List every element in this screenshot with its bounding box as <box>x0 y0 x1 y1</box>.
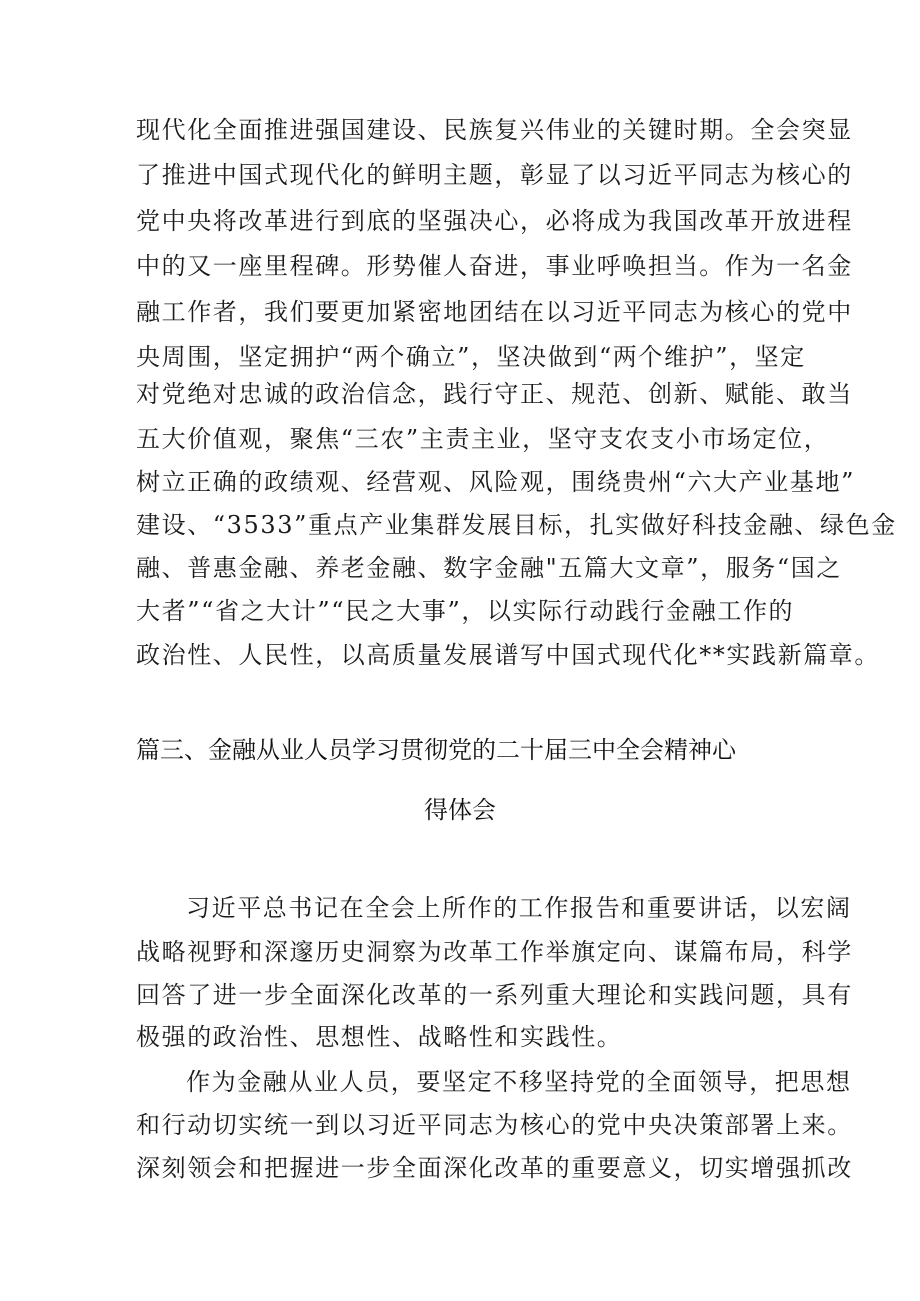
section-title-line-1: 篇三、金融从业人员学习贯彻党的二十届三中全会精神心 <box>136 736 736 764</box>
text-line: 大者”“省之大计”“民之大事”，以实际行动践行金融工作的 <box>136 597 795 625</box>
text-line: 现代化全面推进强国建设、民族复兴伟业的关键时期。全会突显 <box>136 116 853 144</box>
text-line: 了推进中国式现代化的鲜明主题，彰显了以习近平同志为核心的 <box>136 161 853 189</box>
text-line: 党中央将改革进行到底的坚强决心，必将成为我国改革开放进程 <box>136 207 853 235</box>
text-line: 融工作者，我们要更加紧密地团结在以习近平同志为核心的党中 <box>136 298 853 326</box>
text-line: 对党绝对忠诚的政治信念，践行守正、规范、创新、赋能、敢当 <box>136 380 853 408</box>
text-line: 树立正确的政绩观、经营观、风险观，围绕贵州“六大产业基地” <box>136 468 855 496</box>
text-line: 融、普惠金融、养老金融、数字金融"五篇大文章”，服务“国之 <box>136 554 842 582</box>
text-line: 深刻领会和把握进一步全面深化改革的重要意义，切实增强抓改 <box>136 1154 853 1182</box>
text-line: 极强的政治性、思想性、战略性和实践性。 <box>136 1023 623 1051</box>
text-line: 建设、“3533”重点产业集群发展目标，扎实做好科技金融、绿色金 <box>136 511 897 539</box>
text-line: 五大价值观，聚焦“三农”主责主业，坚守支农支小市场定位， <box>136 425 830 453</box>
text-line: 回答了进一步全面深化改革的一系列重大理论和实践问题，具有 <box>136 981 853 1009</box>
text-line: 作为金融从业人员，要坚定不移坚持党的全面领导，把思想 <box>186 1068 852 1096</box>
text-line: 战略视野和深邃历史洞察为改革工作举旗定向、谋篇布局，科学 <box>136 938 853 966</box>
text-line: 习近平总书记在全会上所作的工作报告和重要讲话，以宏阔 <box>186 894 852 922</box>
section-title-line-2: 得体会 <box>424 796 496 824</box>
text-line: 央周围，坚定拥护“两个确立”，坚决做到“两个维护”，坚定 <box>136 343 806 371</box>
text-line: 和行动切实统一到以习近平同志为核心的党中央决策部署上来。 <box>136 1111 853 1139</box>
text-line: 中的又一座里程碑。形势催人奋进，事业呼唤担当。作为一名金 <box>136 252 853 280</box>
text-line: 政治性、人民性，以高质量发展谱写中国式现代化**实践新篇章。 <box>136 641 880 669</box>
